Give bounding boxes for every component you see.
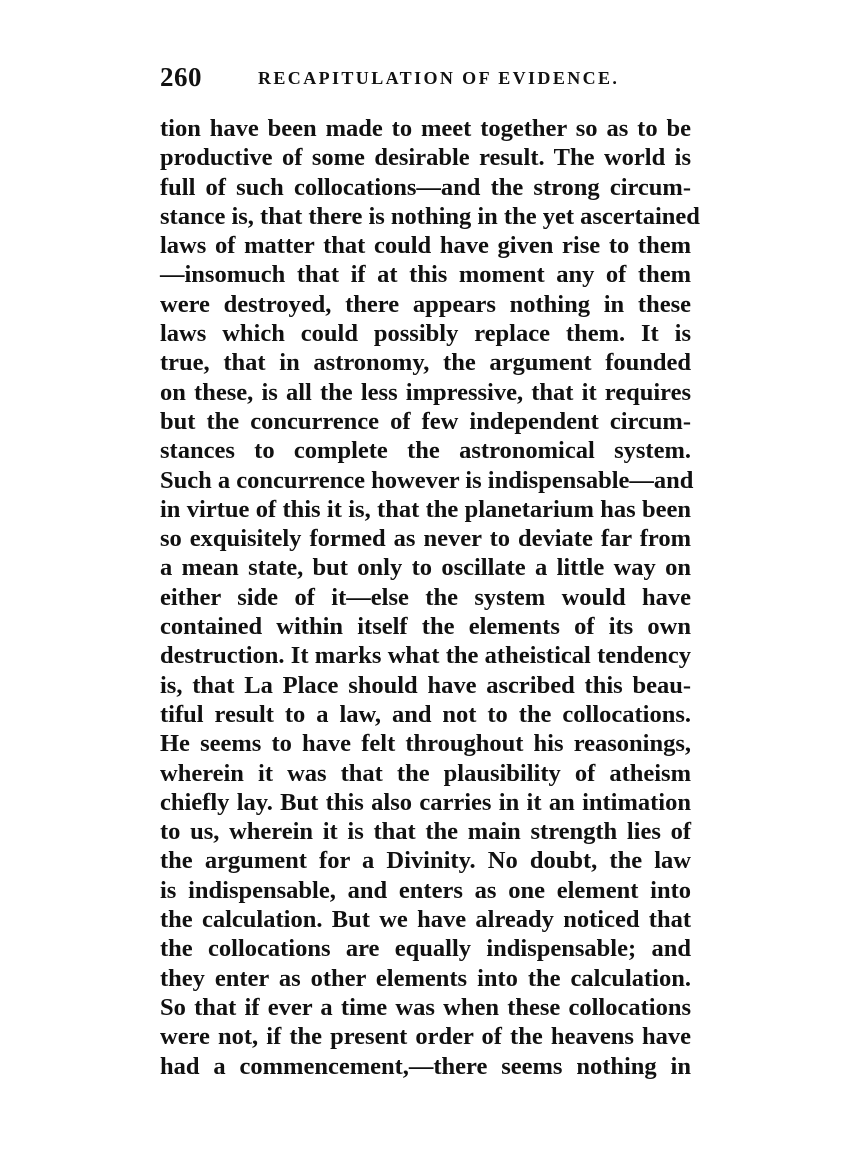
text-line: in virtue of this it is, that the planetarium has been — [160, 495, 691, 523]
text-line: on these, is all the less impressive, that it requires — [160, 378, 691, 406]
text-line: to us, wherein it is that the main strength lies of — [160, 818, 691, 846]
text-line: stances to complete the astronomical system. — [160, 437, 691, 465]
text-line: is, that La Place should have ascribed this beau- — [160, 671, 691, 699]
text-line: the calculation. But we have already noticed that — [160, 906, 691, 934]
text-line: wherein it was that the plausibility of atheism — [160, 759, 691, 787]
running-head — [160, 62, 700, 98]
text-line: were not, if the present order of the heavens have — [160, 1023, 691, 1051]
text-line: so exquisitely formed as never to deviate far from — [160, 525, 691, 553]
text-line: productive of some desirable result. The world is — [160, 144, 691, 172]
text-line: full of such collocations—and the strong circum- — [160, 173, 691, 201]
text-line: So that if ever a time was when these collocations — [160, 993, 691, 1021]
running-title: RECAPITULATION OF EVIDENCE. — [258, 68, 620, 88]
text-line: tiful result to a law, and not to the collocations. — [160, 700, 691, 728]
text-line: tion have been made to meet together so as to be — [160, 115, 691, 142]
text-line: the argument for a Divinity. No doubt, the law — [160, 847, 691, 875]
text-line: but the concurrence of few independent circum- — [160, 407, 691, 435]
text-line: the collocations are equally indispensable; and — [160, 935, 691, 963]
body-text — [160, 114, 700, 1081]
text-line: had a commencement,—there seems nothing in — [160, 1052, 691, 1080]
text-line: is indispensable, and enters as one element into — [160, 876, 691, 904]
text-line: He seems to have felt throughout his reasonings, — [160, 730, 691, 758]
text-line: chiefly lay. But this also carries in it an intimation — [160, 788, 691, 816]
text-line: destruction. It marks what the atheistical tendency — [160, 642, 691, 670]
text-line: a mean state, but only to oscillate a little way on — [160, 554, 691, 582]
text-line: laws which could possibly replace them. It is — [160, 320, 691, 348]
text-line: they enter as other elements into the calculation. — [160, 964, 691, 992]
text-line: contained within itself the elements of its own — [160, 613, 691, 641]
text-line: true, that in astronomy, the argument founded — [160, 349, 691, 377]
page-number: 260 — [160, 62, 202, 92]
text-line: were destroyed, there appears nothing in these — [160, 290, 691, 318]
text-line: laws of matter that could have given rise to them — [160, 232, 691, 260]
text-line: either side of it—else the system would have — [160, 583, 691, 611]
text-line: stance is, that there is nothing in the yet ascertained — [160, 202, 700, 230]
text-line: —insomuch that if at this moment any of them — [160, 261, 691, 289]
text-line: Such a concurrence however is indispensable—and — [160, 466, 694, 494]
